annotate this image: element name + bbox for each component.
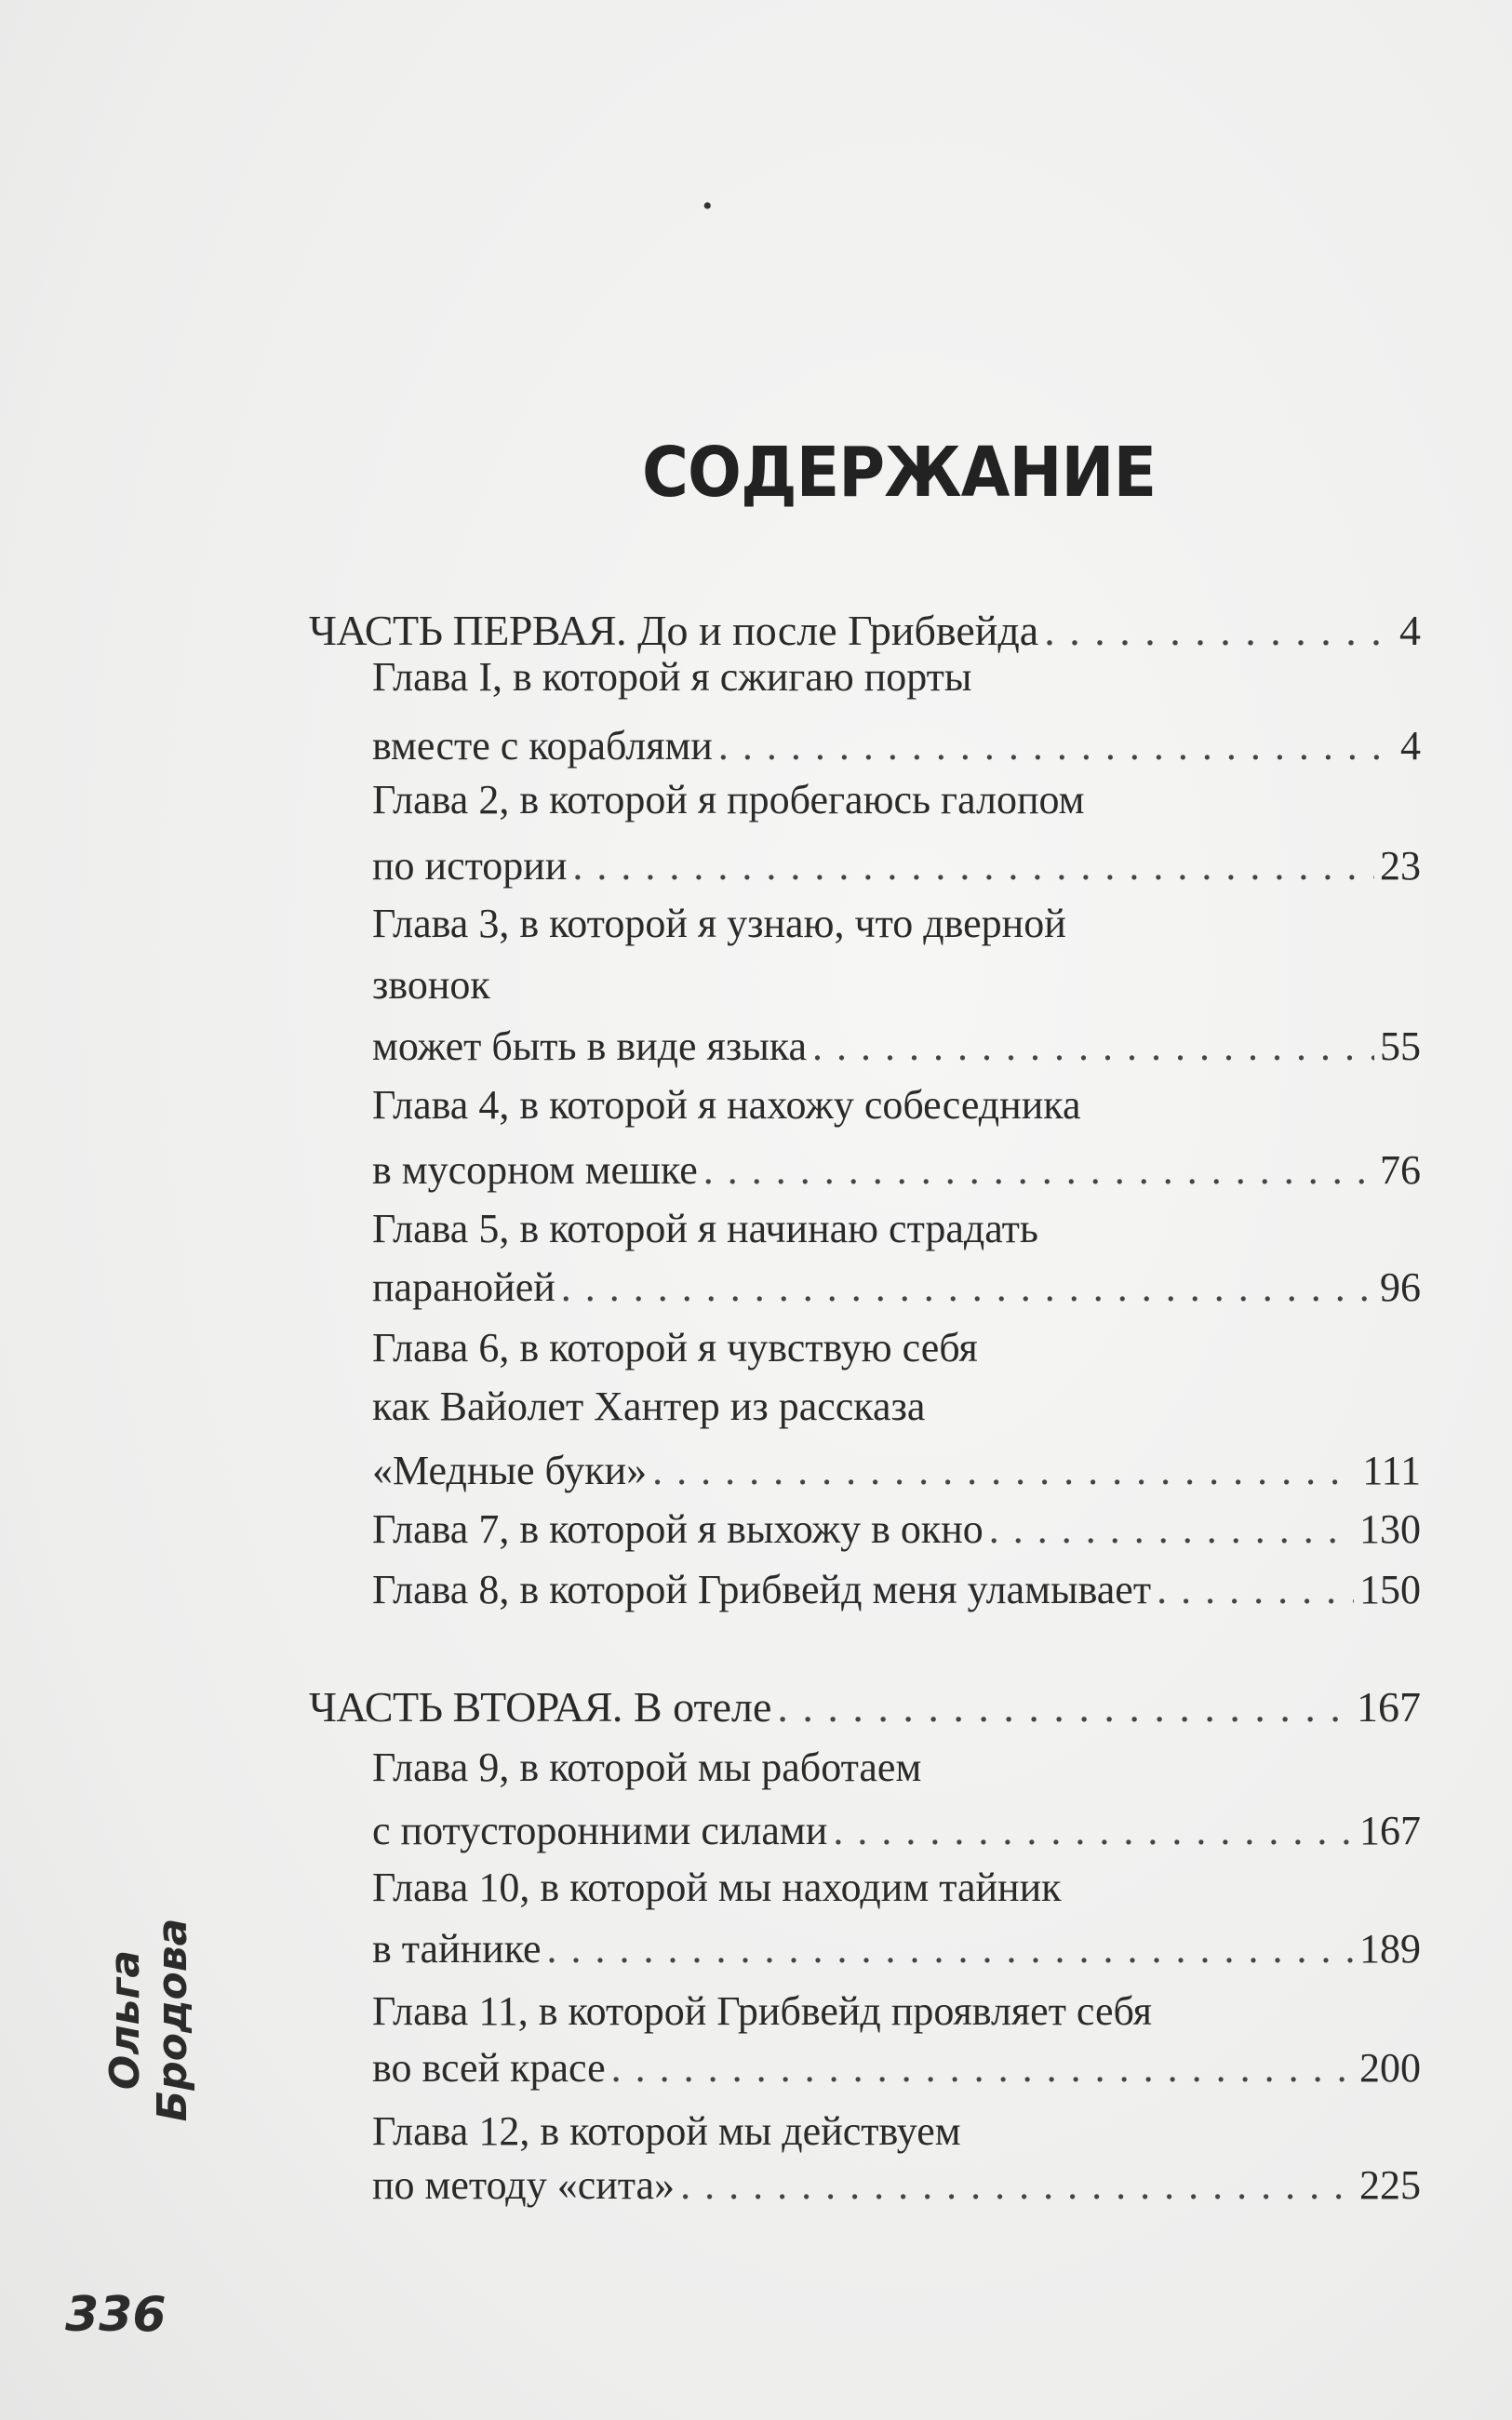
entry-title: «Медные буки» bbox=[372, 1448, 648, 1493]
entry-title: Глава I, в которой я сжигаю порты bbox=[372, 654, 972, 700]
dot-leader bbox=[777, 1681, 1351, 1733]
dot-leader bbox=[718, 720, 1395, 772]
entry-title: До и после Грибвейда bbox=[637, 607, 1039, 654]
dot-leader bbox=[1157, 1564, 1354, 1616]
toc-chapter-entry bbox=[372, 959, 1421, 1011]
entry-title: Глава 4, в которой я нахожу собеседника bbox=[372, 1082, 1081, 1128]
dot-leader bbox=[703, 1144, 1374, 1197]
toc-chapter-entry bbox=[372, 651, 1421, 703]
entry-title: во всей красе bbox=[372, 2045, 606, 2091]
entry-title: может быть в виде языка bbox=[372, 1023, 808, 1069]
entry-title: Глава 5, в которой я начинаю страдать bbox=[372, 1206, 1038, 1251]
entry-title: Глава 11, в которой Грибвейд проявляет себя bbox=[372, 1988, 1153, 2034]
entry-title: по истории bbox=[372, 843, 568, 889]
entry-title: звонок bbox=[372, 962, 490, 1008]
entry-page-number: 189 bbox=[1359, 1926, 1421, 1972]
toc-chapter-entry bbox=[372, 898, 1421, 950]
toc-chapter-entry bbox=[372, 1381, 1421, 1433]
dot-leader bbox=[812, 1021, 1374, 1073]
toc-part-entry bbox=[309, 1681, 1421, 1733]
entry-page-number: 96 bbox=[1380, 1264, 1421, 1310]
toc-chapter-entry bbox=[372, 1203, 1421, 1255]
toc-chapter-entry bbox=[372, 1445, 1421, 1497]
toc-chapter-entry bbox=[372, 1564, 1421, 1616]
dot-leader bbox=[547, 1923, 1354, 1975]
entry-title: по методу «сита» bbox=[372, 2162, 676, 2208]
dot-leader bbox=[611, 2042, 1354, 2094]
dot-leader bbox=[572, 840, 1374, 892]
toc-chapter-entry bbox=[372, 1862, 1421, 1914]
entry-page-number: 55 bbox=[1380, 1023, 1421, 1069]
dot-leader bbox=[680, 2159, 1354, 2212]
toc-part-entry bbox=[309, 605, 1421, 657]
entry-title: Глава 3, в которой я узнаю, что дверной bbox=[372, 901, 1066, 946]
toc-chapter-entry bbox=[372, 720, 1421, 772]
decorative-dot: • bbox=[702, 191, 713, 221]
toc-chapter-entry bbox=[372, 1144, 1421, 1197]
toc-chapter-entry bbox=[372, 1079, 1421, 1131]
page-title: СОДЕРЖАНИЕ bbox=[642, 433, 1157, 513]
dot-leader bbox=[989, 1504, 1354, 1556]
entry-title: в мусорном мешке bbox=[372, 1147, 698, 1193]
entry-title: паранойей bbox=[372, 1264, 555, 1310]
toc-chapter-entry bbox=[372, 1805, 1421, 1857]
entry-title: вместе с кораблями bbox=[372, 723, 713, 769]
entry-page-number: 4 bbox=[1399, 607, 1421, 654]
entry-title: В отеле bbox=[633, 1683, 772, 1731]
toc-chapter-entry bbox=[372, 1923, 1421, 1975]
toc-chapter-entry bbox=[372, 1985, 1421, 2038]
dot-leader bbox=[652, 1445, 1357, 1497]
entry-page-number: 167 bbox=[1359, 1808, 1421, 1853]
toc-chapter-entry bbox=[372, 1021, 1421, 1073]
entry-title: Глава 8, в которой Грибвейд меня уламывает bbox=[372, 1567, 1152, 1612]
entry-page-number: 150 bbox=[1359, 1567, 1421, 1612]
entry-page-number: 23 bbox=[1380, 843, 1421, 889]
toc-chapter-entry bbox=[372, 2159, 1421, 2212]
entry-title: Глава 2, в которой я пробегаюсь галопом bbox=[372, 777, 1085, 822]
toc-chapter-entry bbox=[372, 2042, 1421, 2094]
entry-title: Глава 12, в которой мы действуем bbox=[372, 2108, 961, 2154]
page-number: 336 bbox=[65, 2287, 167, 2343]
entry-page-number: 76 bbox=[1380, 1147, 1421, 1193]
entry-title: Глава 10, в которой мы находим тайник bbox=[372, 1865, 1062, 1910]
running-header-author: Ольга Бродова bbox=[101, 1918, 196, 2122]
toc-chapter-entry bbox=[372, 2106, 1421, 2158]
entry-title: Глава 7, в которой я выхожу в окно bbox=[372, 1506, 983, 1552]
entry-title: с потусторонними силами bbox=[372, 1808, 828, 1853]
entry-title: Глава 6, в которой я чувствую себя bbox=[372, 1325, 978, 1370]
entry-page-number: 111 bbox=[1362, 1448, 1421, 1493]
dot-leader bbox=[1044, 605, 1394, 657]
dot-leader bbox=[833, 1805, 1354, 1857]
entry-page-number: 167 bbox=[1357, 1683, 1421, 1731]
toc-chapter-entry bbox=[372, 1322, 1421, 1374]
toc-chapter-entry bbox=[372, 774, 1421, 826]
dot-leader bbox=[561, 1262, 1374, 1314]
entry-title: Глава 9, в которой мы работаем bbox=[372, 1745, 922, 1790]
toc-chapter-entry bbox=[372, 1504, 1421, 1556]
toc-chapter-entry bbox=[372, 840, 1421, 892]
part-label: ЧАСТЬ ВТОРАЯ. bbox=[309, 1683, 622, 1731]
entry-title: в тайнике bbox=[372, 1926, 542, 1972]
entry-title: как Вайолет Хантер из рассказа bbox=[372, 1384, 926, 1429]
toc-chapter-entry bbox=[372, 1262, 1421, 1314]
entry-page-number: 225 bbox=[1359, 2162, 1421, 2208]
part-label: ЧАСТЬ ПЕРВАЯ. bbox=[309, 607, 627, 654]
toc-chapter-entry bbox=[372, 1742, 1421, 1794]
entry-page-number: 4 bbox=[1400, 723, 1421, 769]
entry-page-number: 200 bbox=[1359, 2045, 1421, 2091]
entry-page-number: 130 bbox=[1359, 1506, 1421, 1552]
